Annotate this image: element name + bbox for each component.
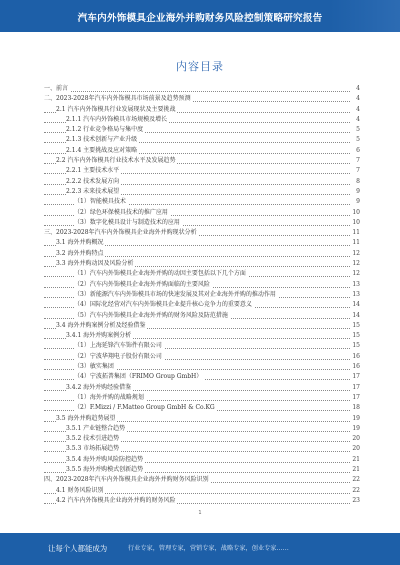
toc-entry-page: 18 (350, 403, 360, 413)
toc-entry-text: （2）绿色环保模具技术的推广应用 (74, 208, 170, 218)
toc-entry-page: 17 (350, 393, 360, 403)
toc-entry-page: 11 (350, 228, 360, 238)
toc-entry[interactable] (44, 280, 360, 290)
toc-entry[interactable] (44, 403, 360, 413)
toc-entry-text: （4）宁波拓普集团（FRIMO Group GmbH） (74, 372, 204, 382)
toc-entry[interactable] (44, 475, 360, 485)
toc-entry[interactable] (44, 228, 360, 238)
footer-slogan: 让每个人都能成为 (48, 544, 108, 553)
toc-entry-text: （2）F.Mizzi / F.Matteo Group GmbH & Co.KG (74, 403, 217, 413)
toc-entry-page: 12 (350, 269, 360, 279)
toc-entry-page: 6 (354, 146, 360, 156)
toc-entry-page: 15 (350, 331, 360, 341)
toc-entry-text: 2.2.2 技术发展方向 (66, 177, 121, 187)
toc-entry[interactable] (44, 135, 360, 145)
toc-entry-text: （2）汽车内外饰模具企业海外并购面临的主要风险 (74, 280, 212, 290)
page-number: 1 (198, 510, 202, 516)
toc-entry-page: 13 (350, 280, 360, 290)
toc-entry[interactable] (44, 486, 360, 496)
toc-entry-text: 3.5 海外并购趋势展望 (56, 414, 117, 424)
toc-entry-page: 13 (350, 290, 360, 300)
toc-entry-page: 10 (350, 218, 360, 228)
toc-entry[interactable] (44, 177, 360, 187)
toc-entry[interactable] (44, 125, 360, 135)
toc-entry-page: 7 (354, 166, 360, 176)
toc-entry[interactable] (44, 105, 360, 115)
toc-entry[interactable] (44, 208, 360, 218)
toc-entry-text: 2.1 汽车内外饰模具行业发展现状及主要挑战 (56, 105, 177, 115)
footer-bar (0, 533, 400, 565)
toc-entry-text: 3.3 海外并购动因及风险分析 (56, 259, 135, 269)
toc-entry-text: 一、前言 (44, 84, 70, 94)
toc-leader-dots (44, 91, 350, 92)
toc-entry[interactable] (44, 115, 360, 125)
toc-entry-page: 14 (350, 311, 360, 321)
toc-entry-page: 9 (354, 197, 360, 207)
toc-entry-page: 19 (350, 424, 360, 434)
toc-entry-text: 2.2.1 主要技术水平 (66, 166, 121, 176)
toc-entry[interactable] (44, 444, 360, 454)
toc-entry[interactable] (44, 269, 360, 279)
toc-entry[interactable] (44, 249, 360, 259)
toc-entry-page: 21 (350, 455, 360, 465)
toc-entry-page: 4 (354, 94, 360, 104)
toc-entry[interactable] (44, 383, 360, 393)
toc-entry[interactable] (44, 218, 360, 228)
toc-entry-text: （2）宁波华翔电子股份有限公司 (74, 352, 164, 362)
footer-tagline: 行业专家，管理专家，营销专家，战略专家，创业专家…… (128, 545, 289, 552)
toc-entry[interactable] (44, 372, 360, 382)
header-bar (0, 0, 400, 32)
toc-entry-page: 17 (350, 372, 360, 382)
toc-entry-text: （1）海外并购的战略规划 (74, 393, 146, 403)
toc-entry-page: 7 (354, 156, 360, 166)
toc-entry-text: 2.2.3 未来技术展望 (66, 187, 121, 197)
toc-entry-text: 3.2 海外并购特点 (56, 249, 105, 259)
toc-entry-page: 19 (350, 414, 360, 424)
toc-entry-page: 12 (350, 259, 360, 269)
toc-entry-text: 2.1.3 技术创新与产业升级 (66, 135, 139, 145)
toc-entry[interactable] (44, 156, 360, 166)
toc-entry-page: 17 (350, 383, 360, 393)
toc-entry-text: 3.4 海外并购案例分析及经验借鉴 (56, 321, 147, 331)
toc-entry-text: 3.5.5 海外并购模式创新趋势 (66, 465, 145, 475)
toc-entry-text: 4.2 汽车内外饰模具企业海外并购的财务风险 (56, 496, 177, 506)
toc-entry-page: 11 (350, 238, 360, 248)
toc-entry-text: 三、2023-2028年汽车内外饰模具企业海外并购现状分析 (44, 228, 199, 238)
table-of-contents (44, 84, 360, 506)
toc-entry-text: 2.1.1 汽车内外饰模具市场规模及增长 (66, 115, 169, 125)
toc-entry[interactable] (44, 414, 360, 424)
toc-entry[interactable] (44, 238, 360, 248)
toc-entry[interactable] (44, 311, 360, 321)
toc-entry[interactable] (44, 84, 360, 94)
toc-entry[interactable] (44, 496, 360, 506)
toc-entry[interactable] (44, 434, 360, 444)
toc-entry-text: （1）汽车内外饰模具企业海外并购的动因主要包括以下几个方面 (74, 269, 248, 279)
toc-entry[interactable] (44, 290, 360, 300)
toc-entry[interactable] (44, 352, 360, 362)
toc-heading: 内容目录 (176, 60, 224, 73)
toc-entry-page: 15 (350, 341, 360, 351)
toc-entry[interactable] (44, 362, 360, 372)
toc-entry-text: （4）国际化经营对汽车内外饰模具企业提升核心竞争力的重要意义 (74, 300, 254, 310)
toc-entry-page: 16 (350, 362, 360, 372)
toc-entry-page: 4 (354, 105, 360, 115)
toc-entry-page: 22 (350, 475, 360, 485)
toc-entry-text: （3）数字化模具设计与制造技术的应用 (74, 218, 182, 228)
toc-entry-page: 23 (350, 496, 360, 506)
toc-entry-page: 10 (350, 208, 360, 218)
toc-entry[interactable] (44, 197, 360, 207)
report-title: 汽车内外饰模具企业海外并购财务风险控制策略研究报告 (77, 13, 323, 24)
toc-entry-page: 5 (354, 135, 360, 145)
toc-entry-text: 3.5.3 市场拓展趋势 (66, 444, 121, 454)
toc-entry-text: 3.4.1 海外并购案例分析 (66, 331, 133, 341)
toc-entry-text: 2.1.2 行业竞争格局与集中度 (66, 125, 145, 135)
toc-entry-page: 4 (354, 84, 360, 94)
toc-entry[interactable] (44, 300, 360, 310)
toc-entry-page: 12 (350, 249, 360, 259)
toc-entry-page: 20 (350, 444, 360, 454)
toc-entry-page: 8 (354, 177, 360, 187)
toc-entry[interactable] (44, 187, 360, 197)
toc-entry-page: 22 (350, 486, 360, 496)
toc-entry-text: 3.5.2 技术引进趋势 (66, 434, 121, 444)
toc-entry[interactable] (44, 393, 360, 403)
toc-entry[interactable] (44, 341, 360, 351)
toc-entry-text: （5）汽车内外饰模具企业海外并购的财务风险及防范措施 (74, 311, 230, 321)
toc-entry-page: 20 (350, 434, 360, 444)
toc-entry-text: （1）智能模具技术 (74, 197, 128, 207)
toc-entry[interactable] (44, 321, 360, 331)
toc-entry-page: 14 (350, 300, 360, 310)
toc-entry-text: 3.1 海外并购概况 (56, 238, 105, 248)
toc-entry-text: 3.5.4 海外并购风险防控趋势 (66, 455, 145, 465)
toc-entry-page: 9 (354, 187, 360, 197)
toc-entry-text: 二、2023-2028年汽车内外饰模具市场前景及趋势预测 (44, 94, 193, 104)
toc-entry-text: 3.5.1 产业链整合趋势 (66, 424, 127, 434)
toc-entry-page: 15 (350, 321, 360, 331)
toc-entry[interactable] (44, 146, 360, 156)
toc-entry-text: （3）敏实集团 (74, 362, 116, 372)
toc-entry-text: 4.1 财务风险识别 (56, 486, 105, 496)
toc-entry-text: （3）新能源汽车内外饰模具市场的快速发展及其对企业海外并购的推动作用 (74, 290, 278, 300)
toc-entry[interactable] (44, 331, 360, 341)
toc-entry-page: 21 (350, 465, 360, 475)
toc-entry-page: 16 (350, 352, 360, 362)
toc-entry[interactable] (44, 465, 360, 475)
toc-entry[interactable] (44, 259, 360, 269)
toc-entry-text: 3.4.2 海外并购经验借鉴 (66, 383, 133, 393)
toc-entry[interactable] (44, 424, 360, 434)
toc-entry-page: 4 (354, 115, 360, 125)
toc-entry[interactable] (44, 94, 360, 104)
toc-entry-page: 5 (354, 125, 360, 135)
toc-entry[interactable] (44, 166, 360, 176)
toc-entry-text: 2.1.4 主要挑战及应对策略 (66, 146, 139, 156)
toc-entry-text: 四、2023-2028年汽车内外饰模具企业海外并购财务风险识别 (44, 475, 211, 485)
toc-entry-text: 2.2 汽车内外饰模具行业技术水平及发展趋势 (56, 156, 177, 166)
toc-entry-text: （1）上海延锋汽车饰件有限公司 (74, 341, 164, 351)
toc-entry[interactable] (44, 455, 360, 465)
